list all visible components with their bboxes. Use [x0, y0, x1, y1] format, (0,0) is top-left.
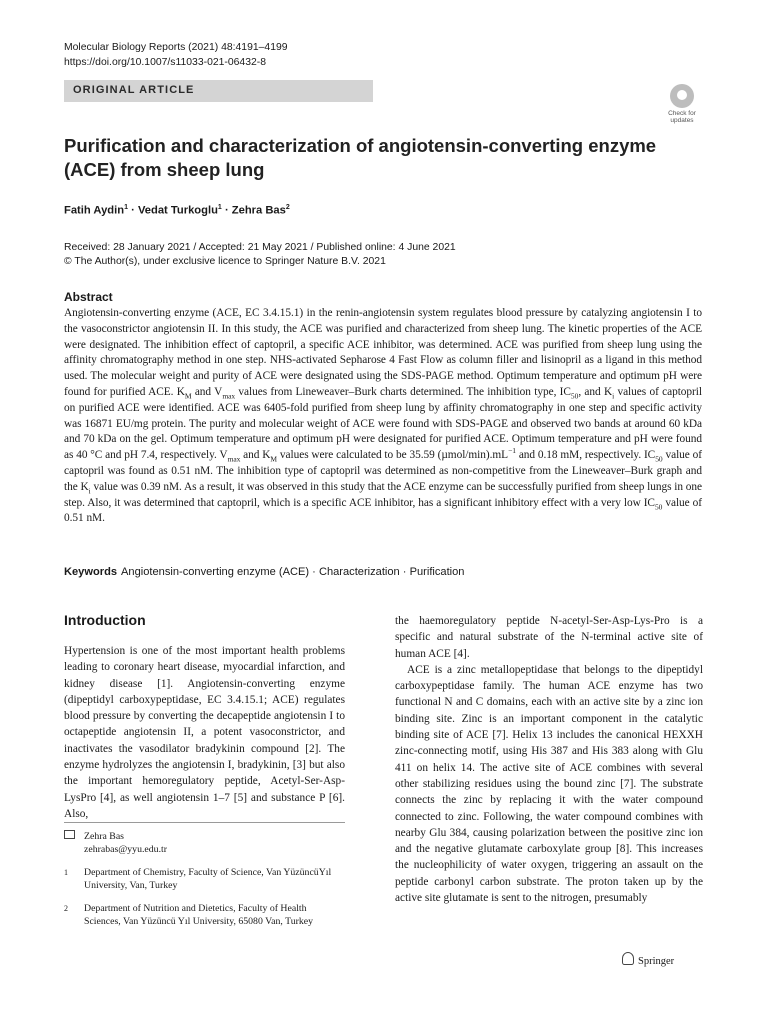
author-name[interactable]: Vedat Turkoglu [137, 204, 218, 217]
footnote-divider [64, 822, 345, 823]
keywords-list: Angiotensin-converting enzyme (ACE) · Characterization · Purification [121, 566, 465, 578]
affiliation-1 [64, 866, 345, 892]
paragraph: the haemoregulatory peptide N-acetyl-Ser-Asp-Lys-Pro is a specific and natural substrate of the N-terminal active site of human ACE [4]. [395, 615, 703, 660]
abstract-body: Angiotensin-converting enzyme (ACE, EC 3.4.15.1) in the renin-angiotensin system regulates blood pressure by catalyzing angiotensin I to the vasoconstrictor angiotensin II. In this study, the ACE was purified and characterized from sheep lung. The kinetic properties of the ACE were designated. The inhibition effect of captopril, a specific ACE inhibitor, was determined. ACE was purified from sheep lung using the affinity chromatography method in one step. NHS-activated Sepharose 4 Fast Flow as column filler and lisinopril as a ligand in this method used. The molecular weight and purity of ACE were designated using the SDS-PAGE method. Optimum temperature and optimum pH were found for purified ACE. $K_M$ and $V_{max}$ values from Lineweaver–Burk charts determined. The inhibition type, $IC_{50}$, and $K_i$ values of captopril on purified ACE were identified. ACE was 6405-fold purified from sheep lung by affinity chromatography in one step and specific activity was 16871 EU/mg protein. The purity and molecular weight of ACE were found with SDS-PAGE and observed two bands at around 60 kDa and 70 kDa on the gel. Optimum temperature and optimum pH were designated for purified ACE. Optimum temperature and pH were found as 40 °C and pH 7.4, respectively. $V_{max}$ and $K_M$ values were calculated to be 35.59 $(\mu mol/\min).mL^{-1}$ and 0.18 mM, respectively. $IC_{50}$ value of captopril was found as 0.51 nM. The inhibition type of captopril was determined as non-competitive from the Lineweaver–Burk graph and the $K_i$ value was 0.39 nM. As a result, it was observed in this study that the ACE enzyme can be successfully purified from sheep lungs in one step. Also, it was determined that captopril, which is a specific ACE inhibitor, has a significant inhibitory effect with a very low $IC_{50}$ value of 0.51 nM. [64, 307, 702, 525]
journal-citation: Molecular Biology Reports (2021) 48:4191–4199 [64, 42, 288, 53]
corresponding-author [64, 830, 345, 856]
author-affiliation-mark: 1 [124, 204, 128, 211]
left-column-body [64, 643, 345, 822]
author-name[interactable]: Zehra Bas [231, 204, 286, 217]
paragraph: ACE is a zinc metallopeptidase that belongs to the dipeptidyl carboxypeptidase family. The human ACE enzyme has two functional N and C domains, each with an active site by a zinc ion binding site. Zinc is an important component in the catalytic binding site of ACE [7]. Helix 13 includes the canonical HEXXH zinc-connecting motif, using His 387 and His 383 along with Glu 411 on helix 14. The active site of ACE combines with several other stabilizing residues using the bound zinc [7]. The substrate connects the zinc by replacing it with the water compound connected to zinc. Following, the water compound combines with nearby Glu 384, causing polarization between the positive zinc ion and the negative glutamate carboxylate group [8]. This increases the nucleophilicity of water oxygen, triggering an assault on the peptide carbonyl carbon substrate. The proton taken up by the active site glutamate is sent to the nitrogen, presumably [395, 663, 703, 905]
author-name[interactable]: Fatih Aydin [64, 204, 125, 217]
introduction-heading: Introduction [64, 612, 146, 628]
keywords-label: Keywords [64, 566, 118, 578]
check-updates-label: Check for updates [668, 110, 696, 124]
author-list: Fatih Aydin$^1$ · Vedat Turkoglu$^1$ · Zehra Bas$^2$ [64, 204, 290, 217]
article-type-bar [64, 80, 373, 102]
affiliation-mark: 2 [64, 904, 68, 913]
affiliation-2 [64, 902, 345, 928]
doi-link[interactable]: https://doi.org/10.1007/s11033-021-06432-8 [64, 57, 266, 68]
author-affiliation-mark: 1 [217, 204, 222, 211]
envelope-icon [64, 830, 75, 843]
publisher-name: Springer [638, 956, 675, 967]
author-affiliation-mark: 2 [285, 204, 290, 211]
corresponding-name: Zehra Bas [84, 831, 124, 842]
check-updates-icon [670, 84, 694, 108]
article-title: Purification and characterization of angiotensin-converting enzyme (ACE) from sheep lung [64, 135, 657, 180]
footnotes [64, 830, 345, 938]
affiliation-text: Department of Nutrition and Dietetics, Faculty of Health Sciences, Van Yüzüncü Yıl University, 65080 Van, Turkey [84, 903, 314, 927]
corresponding-email[interactable]: zehrabas@yyu.edu.tr [84, 844, 168, 855]
right-column-body [395, 613, 703, 906]
copyright-line: © The Author(s), under exclusive licence to Springer Nature B.V. 2021 [64, 256, 386, 267]
publication-dates [64, 241, 456, 269]
history-dates: Received: 28 January 2021 / Accepted: 21 May 2021 / Published online: 4 June 2021 [64, 242, 456, 253]
journal-header [64, 40, 288, 70]
abstract-heading: Abstract [64, 290, 113, 304]
paragraph: Hypertension is one of the most important health problems leading to coronary heart disease, myocardial infarction, and kidney disease [1]. Angiotensin-converting enzyme (dipeptidyl carboxypeptidase, EC 3.4.15.1; ACE) regulates blood pressure by converting the decapeptide angiotensin I to octapeptide angiotensin II, a potent vasoconstrictor, and inactivates the vasodilator bradykinin compound [2]. The enzyme hydrolyzes the angiotensin I, bradykinin, [3] but also the important hemoregulatory peptide, Acetyl-Ser-Asp-LysPro [4], as well angiotensin 1–7 [5] and substance P [6]. Also, [64, 645, 345, 820]
affiliation-mark: 1 [64, 868, 68, 877]
article-type-label: ORIGINAL ARTICLE [73, 84, 195, 96]
springer-horse-icon [622, 952, 634, 965]
affiliation-text: Department of Chemistry, Faculty of Science, Van YüzüncüYıl University, Van, Turkey [84, 867, 332, 891]
check-for-updates-badge[interactable] [660, 84, 704, 124]
keywords [64, 566, 704, 578]
publisher-footer [622, 952, 674, 967]
